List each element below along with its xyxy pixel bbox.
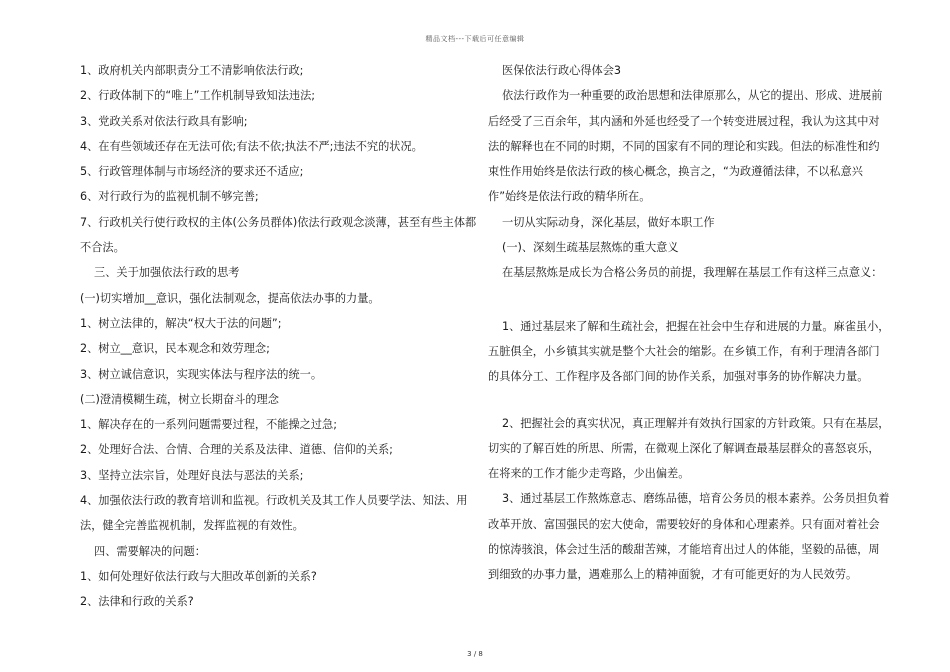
page-number: 3 / 8 bbox=[467, 650, 483, 658]
paragraph: 在基层熬炼是成长为合格公务员的前提，我理解在基层工作有这样三点意义： bbox=[502, 266, 883, 280]
paragraph: 依法行政作为一种重要的政治思想和法律原那么，从它的提出、形成、进展前后经受了三百余年，其内涵和外延也经受了一个转变进展过程，我认为这其中对法的解释也在不同的时期，不同的国家有不同的理论和实践。但法的标准性和约束性作用始终是依法行政的核心概念，换言之，“为政遵循法律，不以私意兴作”始终是依法行政的精华所在。 bbox=[488, 89, 883, 204]
subsection-heading: (二)澄清模糊生疏，树立长期奋斗的理念 bbox=[80, 392, 279, 406]
list-item: 1、如何处理好依法行政与大胆改革创新的关系? bbox=[80, 569, 317, 583]
section-heading: 三、关于加强依法行政的思考 bbox=[94, 266, 240, 280]
page-header: 精品文档---下载后可任意编辑 bbox=[425, 35, 525, 43]
list-item: 2、行政体制下的“唯上”工作机制导致知法违法; bbox=[80, 89, 316, 103]
spacer bbox=[488, 390, 890, 411]
list-item: 1、解决存在的一系列问题需要过程，不能操之过急; bbox=[80, 418, 338, 432]
list-item: 2、法律和行政的关系? bbox=[80, 595, 194, 609]
section-heading: 四、需要解决的问题： bbox=[94, 544, 206, 558]
paragraph: 3、通过基层工作熬炼意志、磨练品德，培育公务员的根本素养。公务员担负着改革开放、富国强民的宏大使命，需要较好的身体和心理素养。只有面对着社会的惊涛骇浪，体会过生活的酸甜苦辣，才能培育出过人的体能，坚毅的品德，周到细致的办事力量，遇难那么上的精神面貌，才有可能更好的为人民效劳。 bbox=[488, 492, 890, 582]
list-item: 3、党政关系对依法行政具有影响; bbox=[80, 114, 248, 128]
right-column bbox=[488, 58, 890, 588]
spacer bbox=[488, 286, 890, 314]
list-item: 3、坚持立法宗旨，处理好良法与恶法的关系; bbox=[80, 468, 304, 482]
list-item: 2、处理好合法、合情、合理的关系及法律、道德、信仰的关系; bbox=[80, 443, 393, 457]
list-item: 1、政府机关内部职责分工不清影响依法行政; bbox=[80, 64, 304, 77]
list-item: 2、树立__意识，民本观念和效劳理念; bbox=[80, 342, 270, 356]
section-heading: 一切从实际动身，深化基层，做好本职工作 bbox=[502, 215, 715, 229]
subsection-heading: (一)、深刻生疏基层熬炼的重大意义 bbox=[502, 241, 679, 255]
paragraph: 1、通过基层来了解和生疏社会，把握在社会中生存和进展的力量。麻雀虽小，五脏俱全，小乡镇其实就是整个大社会的缩影。在乡镇工作，有利于理清各部门的具体分工、工作程序及各部门间的协作关系，加强对事务的协作解决力量。 bbox=[488, 319, 890, 384]
list-item: 6、对行政行为的监视机制不够完善; bbox=[80, 190, 259, 204]
subsection-heading: (一)切实增加__意识，强化法制观念，提高依法办事的力量。 bbox=[80, 291, 380, 305]
paragraph: 2、把握社会的真实状况，真正理解并有效执行国家的方针政策。只有在基层，切实的了解百姓的所思、所需，在微观上深化了解调查最基层群众的喜怒哀乐，在将来的工作才能少走弯路，少出偏差。 bbox=[488, 416, 890, 481]
list-item: 5、行政管理体制与市场经济的要求还不适应; bbox=[80, 165, 304, 179]
list-item: 7、行政机关行使行政权的主体(公务员群体)依法行政观念淡薄，甚至有些主体都不合法。 bbox=[80, 215, 477, 255]
list-item: 1、树立法律的，解决“权大于法的问题”; bbox=[80, 316, 282, 330]
list-item: 4、加强依法行政的教育培训和监视。行政机关及其工作人员要学法、知法、用法，健全完善监视机制，发挥监视的有效性。 bbox=[80, 494, 468, 533]
list-item: 3、树立诚信意识，实现实体法与程序法的统一。 bbox=[80, 367, 323, 381]
list-item: 4、在有些领域还存在无法可依;有法不依;执法不严;违法不究的状况。 bbox=[80, 139, 423, 153]
article-title: 医保依法行政心得体会3 bbox=[502, 64, 621, 77]
left-column bbox=[80, 58, 480, 615]
